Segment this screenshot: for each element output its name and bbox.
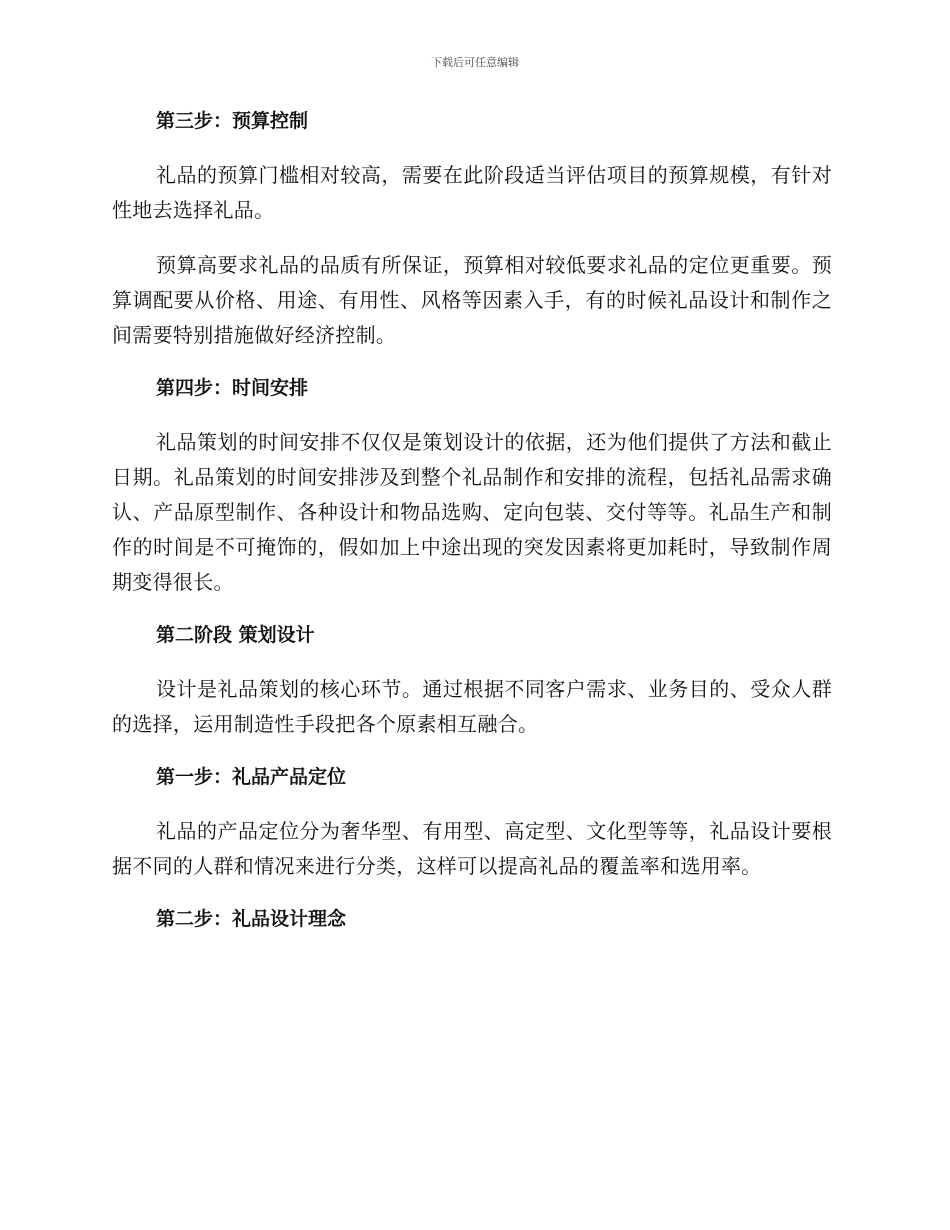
page-header: 下载后可任意编辑: [431, 56, 519, 69]
document-body: [112, 106, 832, 956]
body-paragraph: 预算高要求礼品的品质有所保证，预算相对较低要求礼品的定位更重要。预算调配要从价格、用途、有用性、风格等因素入手，有的时候礼品设计和制作之间需要特别措施做好经济控制。: [112, 253, 832, 347]
section-heading: 第二阶段 策划设计: [156, 624, 315, 646]
body-paragraph: 礼品的产品定位分为奢华型、有用型、高定型、文化型等等，礼品设计要根据不同的人群和情况来进行分类，这样可以提高礼品的覆盖率和选用率。: [112, 819, 832, 878]
section-heading: 第一步：礼品产品定位: [156, 766, 347, 788]
section-heading: 第二步：礼品设计理念: [156, 908, 347, 930]
body-paragraph: 礼品的预算门槛相对较高，需要在此阶段适当评估项目的预算规模，有针对性地去选择礼品。: [112, 163, 832, 222]
body-paragraph: 礼品策划的时间安排不仅仅是策划设计的依据，还为他们提供了方法和截止日期。礼品策划的时间安排涉及到整个礼品制作和安排的流程，包括礼品需求确认、产品原型制作、各种设计和物品选购、定向包装、交付等等。礼品生产和制作的时间是不可掩饰的，假如加上中途出现的突发因素将更加耗时，导致制作周期变得很长。: [112, 430, 832, 594]
section-heading: 第四步：时间安排: [156, 377, 309, 399]
body-paragraph: 设计是礼品策划的核心环节。通过根据不同客户需求、业务目的、受众人群的选择，运用制造性手段把各个原素相互融合。: [112, 677, 832, 736]
section-heading: 第三步：预算控制: [156, 110, 309, 132]
